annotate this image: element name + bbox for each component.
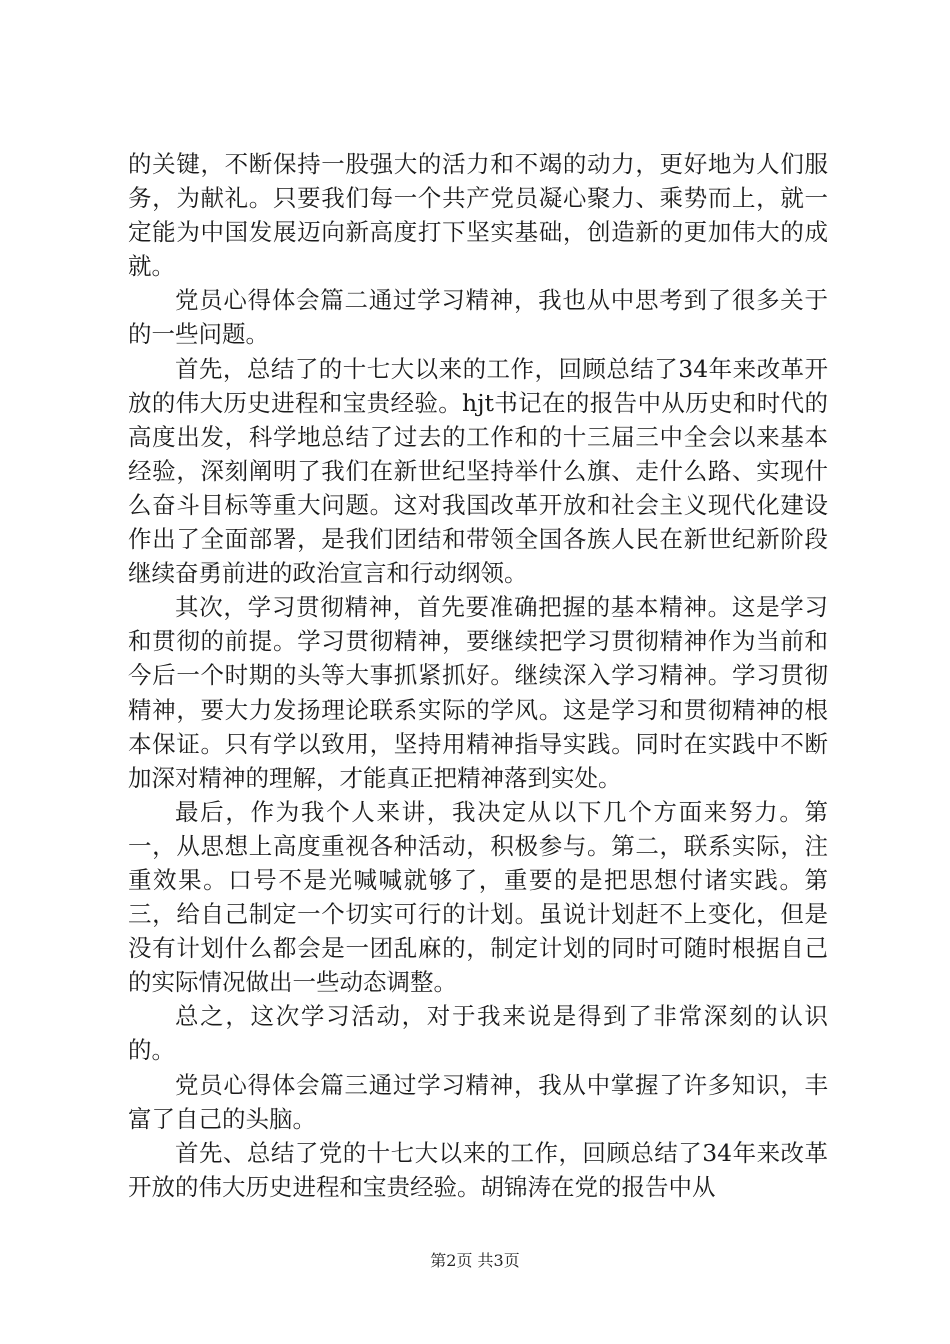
- paragraph-8: 首先、总结了党的十七大以来的工作，回顾总结了34年来改革开放的伟大历史进程和宝贵经验。胡锦涛在党的报告中从: [128, 1138, 828, 1201]
- paragraph-1: 的关键，不断保持一股强大的活力和不竭的动力，更好地为人们服务，为献礼。只要我们每一个共产党员凝心聚力、乘势而上，就一定能为中国发展迈向新高度打下坚实基础，创造新的更加伟大的成就。: [128, 150, 828, 281]
- paragraph-7: 党员心得体会篇三通过学习精神，我从中掌握了许多知识，丰富了自己的头脑。: [128, 1070, 828, 1133]
- paragraph-5: 最后，作为我个人来讲，我决定从以下几个方面来努力。第一，从思想上高度重视各种活动，积极参与。第二，联系实际，注重效果。口号不是光喊喊就够了，重要的是把思想付诸实践。第三，给自己制定一个切实可行的计划。虽说计划赶不上变化，但是没有计划什么都会是一团乱麻的，制定计划的同时可随时根据自己的实际情况做出一些动态调整。: [128, 797, 828, 997]
- paragraph-3: 首先，总结了的十七大以来的工作，回顾总结了34年来改革开放的伟大历史进程和宝贵经验。hjt书记在的报告中从历史和时代的高度出发，科学地总结了过去的工作和的十三届三中全会以来基本经验，深刻阐明了我们在新世纪坚持举什么旗、走什么路、实现什么奋斗目标等重大问题。这对我国改革开放和社会主义现代化建设作出了全面部署，是我们团结和带领全国各族人民在新世纪新阶段继续奋勇前进的政治宣言和行动纲领。: [128, 354, 828, 588]
- paragraph-4: 其次，学习贯彻精神，首先要准确把握的基本精神。这是学习和贯彻的前提。学习贯彻精神，要继续把学习贯彻精神作为当前和今后一个时期的头等大事抓紧抓好。继续深入学习精神。学习贯彻精神，要大力发扬理论联系实际的学风。这是学习和贯彻精神的根本保证。只有学以致用，坚持用精神指导实践。同时在实践中不断加深对精神的理解，才能真正把精神落到实处。: [128, 593, 828, 792]
- body-text: [128, 147, 828, 1204]
- paragraph-6: 总之，这次学习活动，对于我来说是得到了非常深刻的认识的。: [128, 1002, 828, 1065]
- page-footer: 第2页 共3页: [430, 1251, 520, 1270]
- paragraph-2: 党员心得体会篇二通过学习精神，我也从中思考到了很多关于的一些问题。: [128, 286, 828, 349]
